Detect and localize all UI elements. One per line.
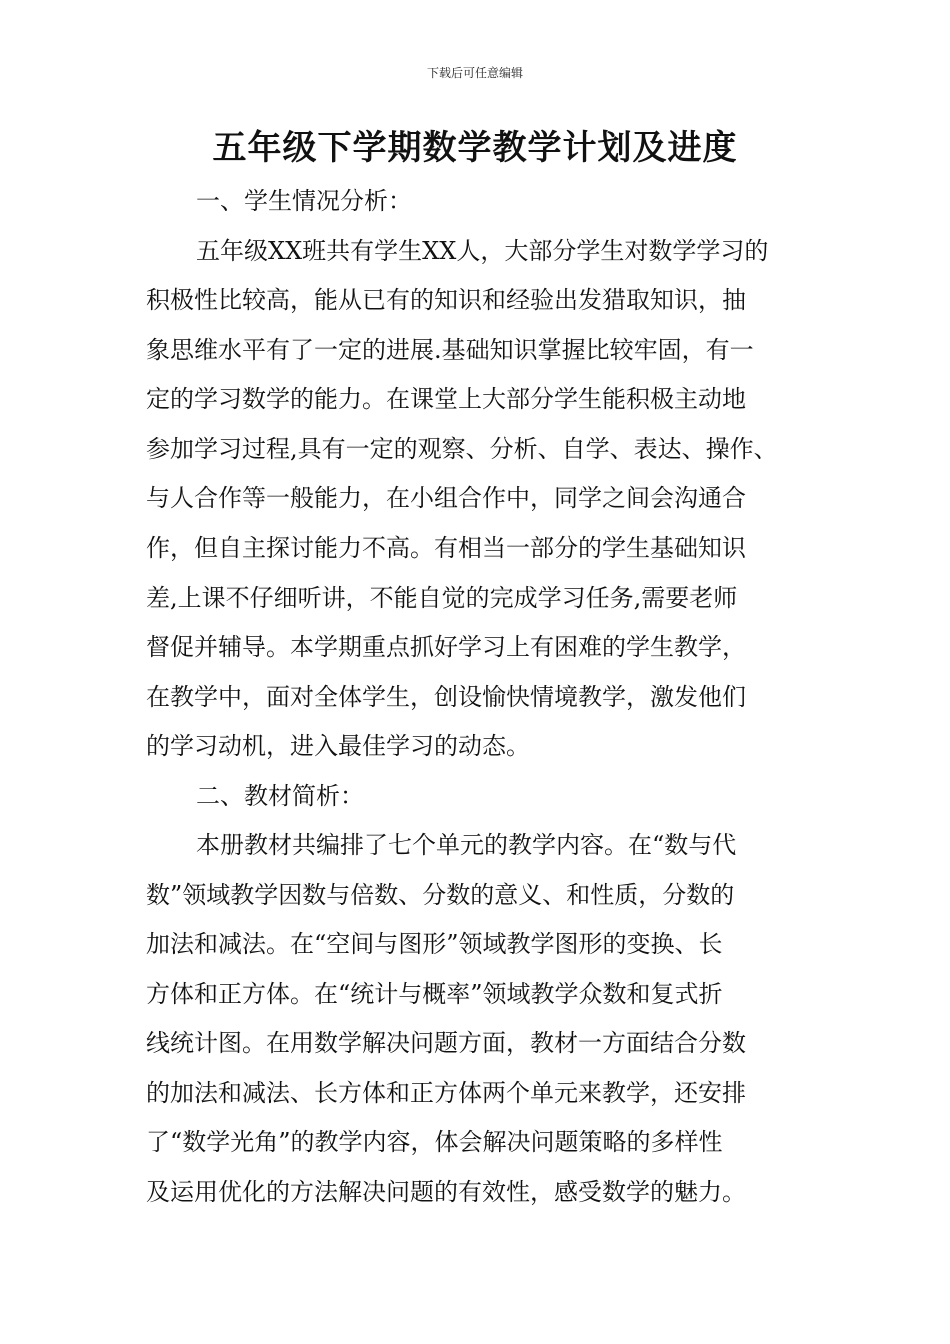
paragraph-line: 差,上课不仔细听讲，不能自觉的完成学习任务,需要老师 [146, 584, 738, 612]
section-heading-textbook-analysis: 二、教材简析： [196, 782, 364, 810]
header-note: 下载后可任意编辑 [426, 66, 523, 80]
paragraph-line: 加法和减法。在“空间与图形”领域教学图形的变换、长 [146, 930, 723, 958]
document-title: 五年级下学期数学教学计划及进度 [212, 128, 738, 168]
paragraph-line: 积极性比较高，能从已有的知识和经验出发猎取知识，抽 [146, 286, 746, 314]
paragraph-line: 线统计图。在用数学解决问题方面，教材一方面结合分数 [146, 1029, 746, 1057]
paragraph-line: 的学习动机，进入最佳学习的动态。 [146, 732, 530, 760]
paragraph-line: 方体和正方体。在“统计与概率”领域教学众数和复式折 [146, 980, 723, 1008]
paragraph-line: 及运用优化的方法解决问题的有效性，感受数学的魅力。 [146, 1178, 746, 1206]
section-heading-student-analysis: 一、学生情况分析： [196, 187, 412, 215]
paragraph-line: 参加学习过程,具有一定的观察、分析、自学、表达、操作、 [146, 435, 778, 463]
paragraph-line: 象思维水平有了一定的进展.基础知识掌握比较牢固，有一 [146, 336, 754, 364]
paragraph-line: 的加法和减法、长方体和正方体两个单元来教学，还安排 [146, 1079, 746, 1107]
paragraph-line: 与人合作等一般能力，在小组合作中，同学之间会沟通合 [146, 484, 746, 512]
paragraph-line: 定的学习数学的能力。在课堂上大部分学生能积极主动地 [146, 385, 746, 413]
paragraph-line: 督促并辅导。本学期重点抓好学习上有困难的学生教学， [146, 633, 746, 661]
paragraph-line: 五年级XX班共有学生XX人，大部分学生对数学学习的 [196, 237, 769, 265]
paragraph-line: 本册教材共编排了七个单元的教学内容。在“数与代 [196, 831, 737, 859]
paragraph-line: 了“数学光角”的教学内容，体会解决问题策略的多样性 [146, 1128, 723, 1156]
paragraph-line: 作，但自主探讨能力不高。有相当一部分的学生基础知识 [146, 534, 746, 562]
paragraph-line: 在教学中，面对全体学生，创设愉快情境教学，激发他们 [146, 683, 746, 711]
paragraph-line: 数”领域教学因数与倍数、分数的意义、和性质，分数的 [146, 881, 735, 909]
